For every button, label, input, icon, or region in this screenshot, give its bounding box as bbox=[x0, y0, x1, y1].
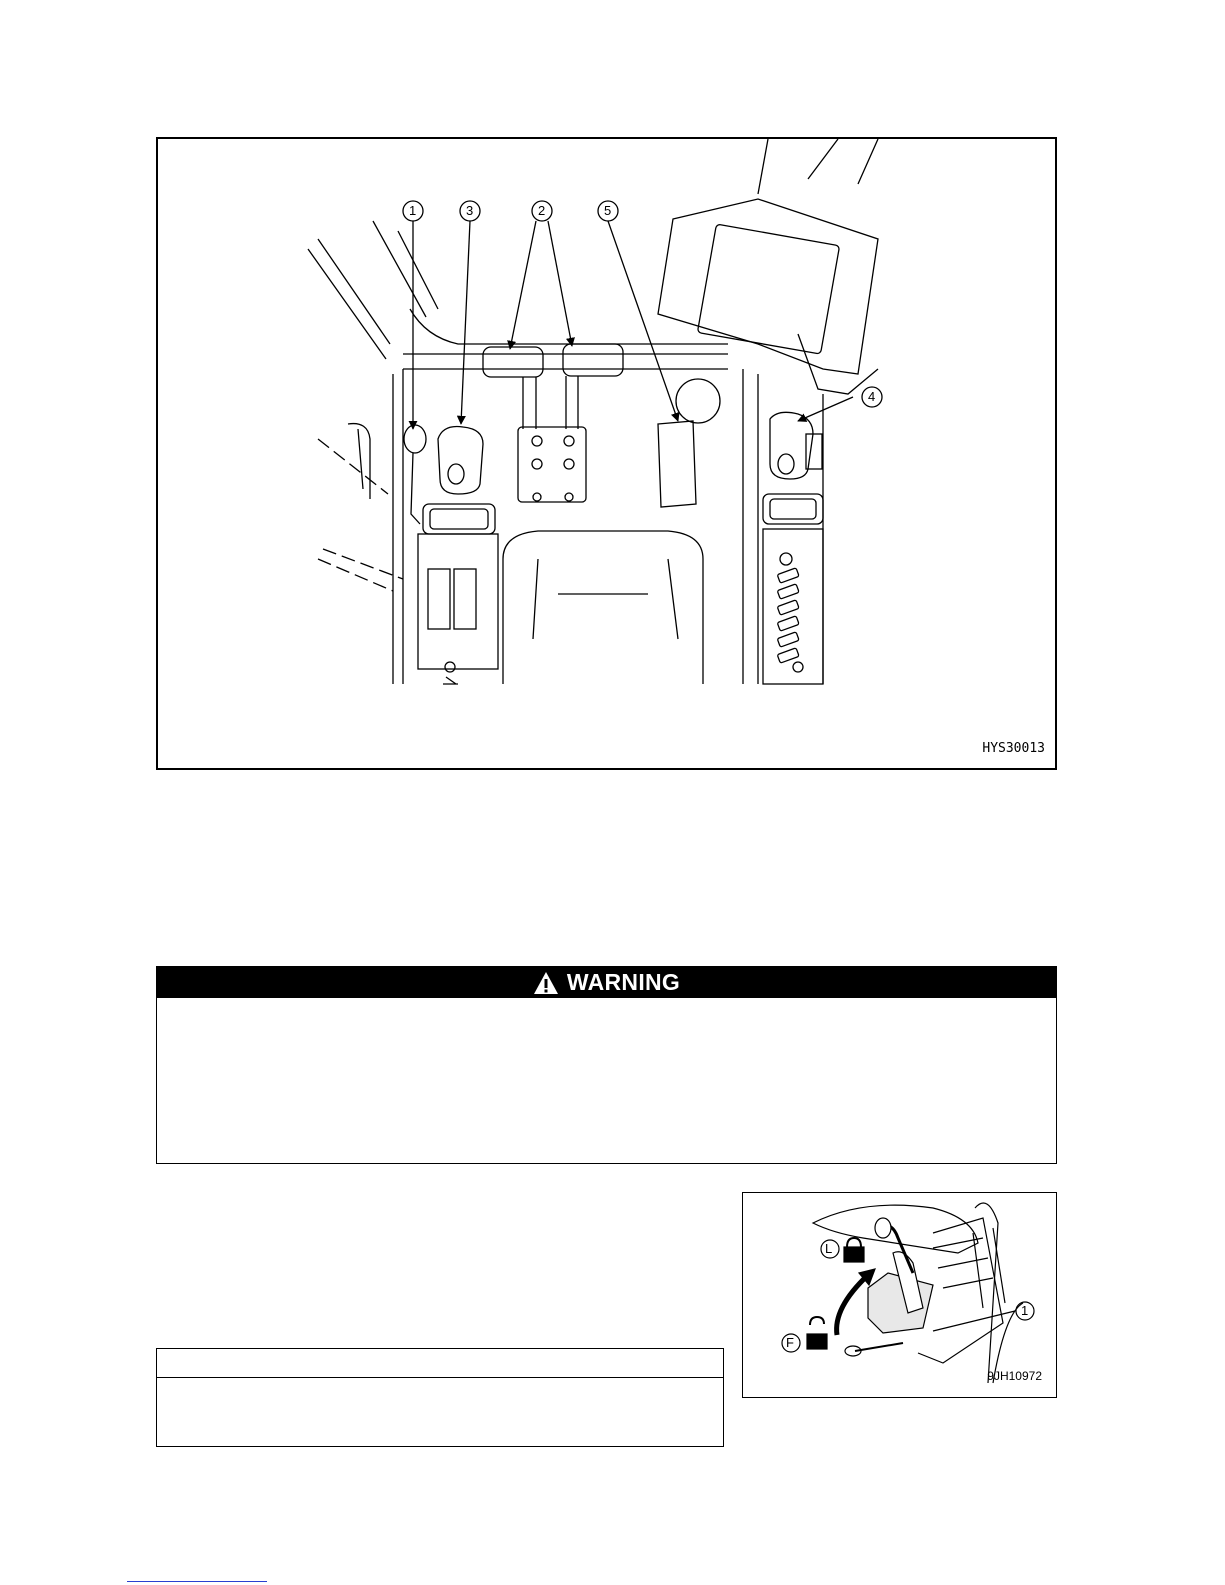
callout-5: 5 bbox=[604, 203, 612, 218]
lock-lever-figure bbox=[742, 1192, 1057, 1398]
callout-1-lock: 1 bbox=[1021, 1303, 1029, 1318]
callout-2: 2 bbox=[538, 203, 546, 218]
cab-controls-drawing bbox=[158, 139, 1055, 768]
figure-code: HYS30013 bbox=[982, 741, 1045, 756]
footer-rule bbox=[127, 1581, 267, 1582]
note-divider bbox=[157, 1377, 723, 1378]
warning-box bbox=[156, 966, 1057, 1164]
lock-lever-drawing bbox=[743, 1193, 1054, 1395]
callout-4: 4 bbox=[868, 389, 876, 404]
lock-position-label: L bbox=[825, 1241, 833, 1256]
cab-controls-figure bbox=[156, 137, 1057, 770]
lock-closed-icon bbox=[844, 1238, 864, 1262]
warning-title: WARNING bbox=[566, 969, 681, 995]
note-box bbox=[156, 1348, 724, 1447]
warning-triangle-icon bbox=[533, 971, 559, 995]
free-position-label: F bbox=[786, 1335, 794, 1350]
lock-figure-code: 9JH10972 bbox=[987, 1369, 1042, 1383]
callout-3: 3 bbox=[466, 203, 474, 218]
warning-header bbox=[157, 967, 1056, 998]
lock-open-icon bbox=[807, 1317, 827, 1349]
callout-1: 1 bbox=[409, 203, 417, 218]
